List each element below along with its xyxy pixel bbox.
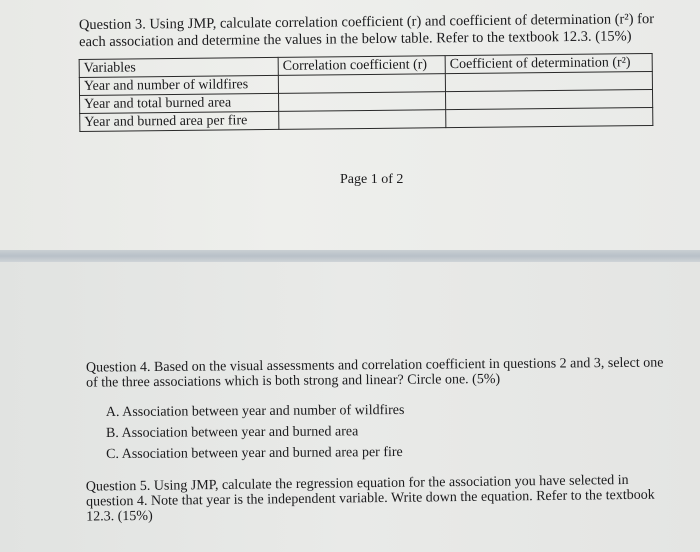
table-cell-determination[interactable] — [445, 72, 652, 92]
table-cell-determination[interactable] — [445, 89, 652, 109]
table-header-determination: Coefficient of determination (r²) — [445, 54, 652, 74]
table-cell-determination[interactable] — [446, 107, 653, 127]
table-cell-correlation[interactable] — [279, 110, 446, 130]
option-a[interactable]: A. Association between year and number of wildfires — [105, 402, 405, 421]
page-footer: Page 1 of 2 — [340, 172, 404, 187]
table-cell-correlation[interactable] — [278, 74, 445, 94]
table-cell-correlation[interactable] — [279, 92, 446, 112]
option-c[interactable]: C. Association between year and burned area per fire — [106, 444, 403, 463]
table-header-variables: Variables — [79, 57, 278, 77]
table-cell-variable: Year and number of wildfires — [79, 75, 278, 95]
question-5-text: Question 5. Using JMP, calculate the regression equation for the association you have selected in question 4. Note that year is the independent variable. Write down the equation. Refer to the textbook 12.3. (15%) — [85, 472, 655, 525]
question-3-text: Question 3. Using JMP, calculate correlation coefficient (r) and coefficient of determination (r²) for each association and determine the values in the below table. Refer to the textbook 12.3. (15%) — [78, 11, 655, 51]
page-separator — [0, 250, 700, 262]
question-4-options — [106, 400, 405, 465]
table-header-correlation: Correlation coefficient (r) — [278, 56, 445, 76]
table-cell-variable: Year and burned area per fire — [80, 111, 279, 131]
question-4-text: Question 4. Based on the visual assessments and correlation coefficient in questions 2 and 3, select one of the three associations which is both strong and linear? Circle one. (5%) — [85, 355, 664, 391]
option-b[interactable]: B. Association between year and burned area — [105, 424, 359, 442]
table-cell-variable: Year and total burned area — [80, 93, 279, 113]
page-1 — [0, 0, 700, 250]
values-table — [79, 53, 654, 132]
